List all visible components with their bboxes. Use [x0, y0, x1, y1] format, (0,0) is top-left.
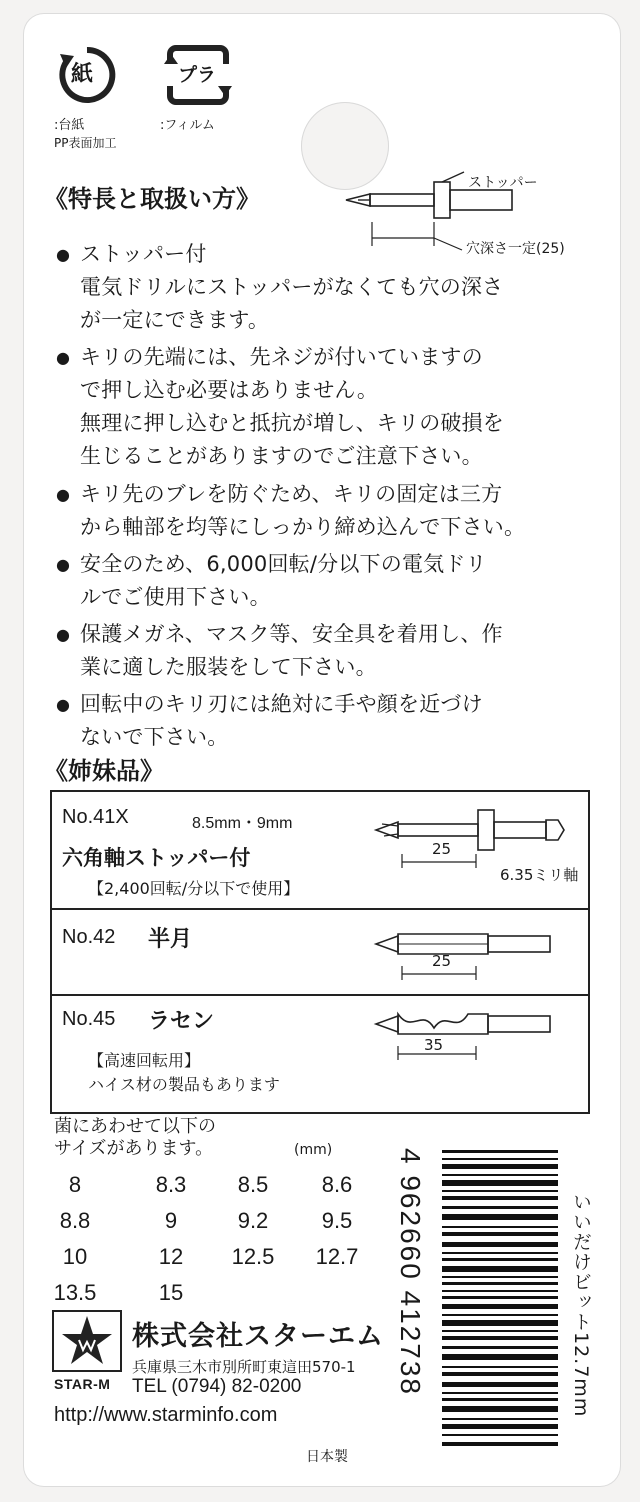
sister-heading: 《姉妹品》 — [44, 757, 164, 785]
feature-line: 生じることがありますのでご注意下さい。 — [80, 444, 483, 468]
sizes-intro-line: サイズがあります。 — [54, 1138, 214, 1159]
plastic-mark: プラ — [178, 64, 217, 86]
barcode-number: 4 962660 412738 — [395, 1148, 426, 1396]
bullet: ● — [56, 245, 71, 264]
features-heading: 《特長と取扱い方》 — [44, 185, 260, 213]
size-value: 8.6 — [321, 1172, 353, 1197]
feature-text — [80, 618, 590, 684]
product-dimension: 35 — [424, 1036, 444, 1054]
bullet: ● — [56, 695, 71, 714]
size-value: 8.8 — [59, 1208, 91, 1233]
paper-mark: 紙 — [71, 62, 94, 87]
feature-text — [80, 341, 590, 473]
sister-product-row — [52, 996, 588, 1112]
package-card — [24, 14, 620, 1486]
size-value: 9.5 — [321, 1208, 353, 1233]
product-name: 六角軸ストッパー付 — [62, 846, 251, 870]
size-value: 8.5 — [237, 1172, 269, 1197]
sizes-intro-line: 菌にあわせて以下の — [54, 1116, 216, 1137]
size-value: 12 — [158, 1244, 184, 1269]
barcode-digits — [394, 1148, 430, 1448]
product-name: 半月 — [148, 927, 193, 952]
size-value: 8.3 — [155, 1172, 187, 1197]
company-tel: TEL (0794) 82-0200 — [132, 1376, 302, 1397]
stopper-label: ストッパー — [468, 175, 538, 191]
feature-line: ストッパー付 — [80, 242, 207, 266]
sister-product-row — [52, 792, 588, 910]
sizes-intro — [54, 1116, 216, 1160]
size-value: 9.2 — [237, 1208, 269, 1233]
product-dimension: 25 — [432, 952, 452, 970]
product-dimension: 25 — [432, 840, 452, 858]
product-shaft: 6.35ミリ軸 — [500, 866, 579, 884]
company-url[interactable]: http://www.starminfo.com — [54, 1404, 278, 1426]
barcode — [436, 1150, 564, 1450]
size-value: 12.5 — [231, 1244, 275, 1269]
size-value: 13.5 — [53, 1280, 97, 1305]
product-number: No.45 — [62, 1008, 116, 1030]
feature-line: 業に適した服装をして下さい。 — [80, 655, 377, 679]
size-value: 8 — [68, 1172, 82, 1197]
bullet: ● — [56, 555, 71, 574]
feature-line: キリの先端には、先ネジが付いていますの — [80, 345, 483, 369]
feature-text — [80, 688, 590, 754]
feature-line: 安全のため、6,000回転/分以下の電気ドリ — [80, 552, 487, 576]
product-sizes: 8.5mm・9mm — [192, 815, 293, 832]
product-number: No.42 — [62, 926, 116, 948]
paper-recycle-icon — [54, 42, 120, 108]
feature-text — [80, 478, 590, 544]
company-address: 兵庫県三木市別所町東這田570-1 — [132, 1358, 356, 1376]
product-name: ラセン — [148, 1009, 215, 1034]
feature-line: で押し込む必要はありません。 — [80, 378, 379, 402]
feature-line: が一定にできます。 — [80, 308, 270, 332]
feature-line: から軸部を均等にしっかり締め込んで下さい。 — [80, 515, 526, 539]
feature-line: ないで下さい。 — [80, 725, 229, 749]
paper-label: :台紙 — [54, 118, 85, 133]
bullet: ● — [56, 348, 71, 367]
bullet: ● — [56, 625, 71, 644]
product-note: 【高速回転用】 — [88, 1051, 201, 1070]
size-value: 15 — [158, 1280, 184, 1305]
sister-product-row — [52, 910, 588, 996]
feature-line: 無理に押し込むと抵抗が増し、キリの破損を — [80, 411, 504, 435]
company-name: 株式会社スターエム — [132, 1321, 384, 1352]
made-in-label: 日本製 — [306, 1449, 348, 1465]
size-value: 10 — [62, 1244, 88, 1269]
feature-line: 回転中のキリ刃には絶対に手や顔を近づけ — [80, 692, 483, 716]
sister-products-box — [50, 790, 590, 1114]
feature-line: 電気ドリルにストッパーがなくても穴の深さ — [80, 275, 504, 299]
feature-text — [80, 548, 590, 614]
sizes-unit: (mm) — [294, 1142, 333, 1158]
feature-line: ルでご使用下さい。 — [80, 585, 271, 609]
product-note: 【2,400回転/分以下で使用】 — [88, 879, 300, 898]
logo-text: STAR-M — [54, 1376, 111, 1392]
plastic-recycle-icon — [164, 42, 232, 108]
size-value: 12.7 — [315, 1244, 359, 1269]
star-m-logo — [52, 1310, 122, 1372]
feature-line: キリ先のブレを防ぐため、キリの固定は三方 — [80, 482, 503, 506]
size-value: 9 — [164, 1208, 178, 1233]
paper-sub-label: PP表面加工 — [54, 136, 117, 150]
plastic-label: :フィルム — [160, 118, 215, 133]
feature-line: 保護メガネ、マスク等、安全具を着用し、作 — [80, 622, 503, 646]
product-note-2: ハイス材の製品もあります — [88, 1075, 280, 1094]
depth-label: 穴深さ一定(25) — [466, 241, 565, 257]
product-name-vertical: いいだけビット12.7mm — [570, 1192, 592, 1418]
feature-text — [80, 238, 590, 337]
bullet: ● — [56, 485, 71, 504]
product-number: No.41X — [62, 806, 129, 828]
